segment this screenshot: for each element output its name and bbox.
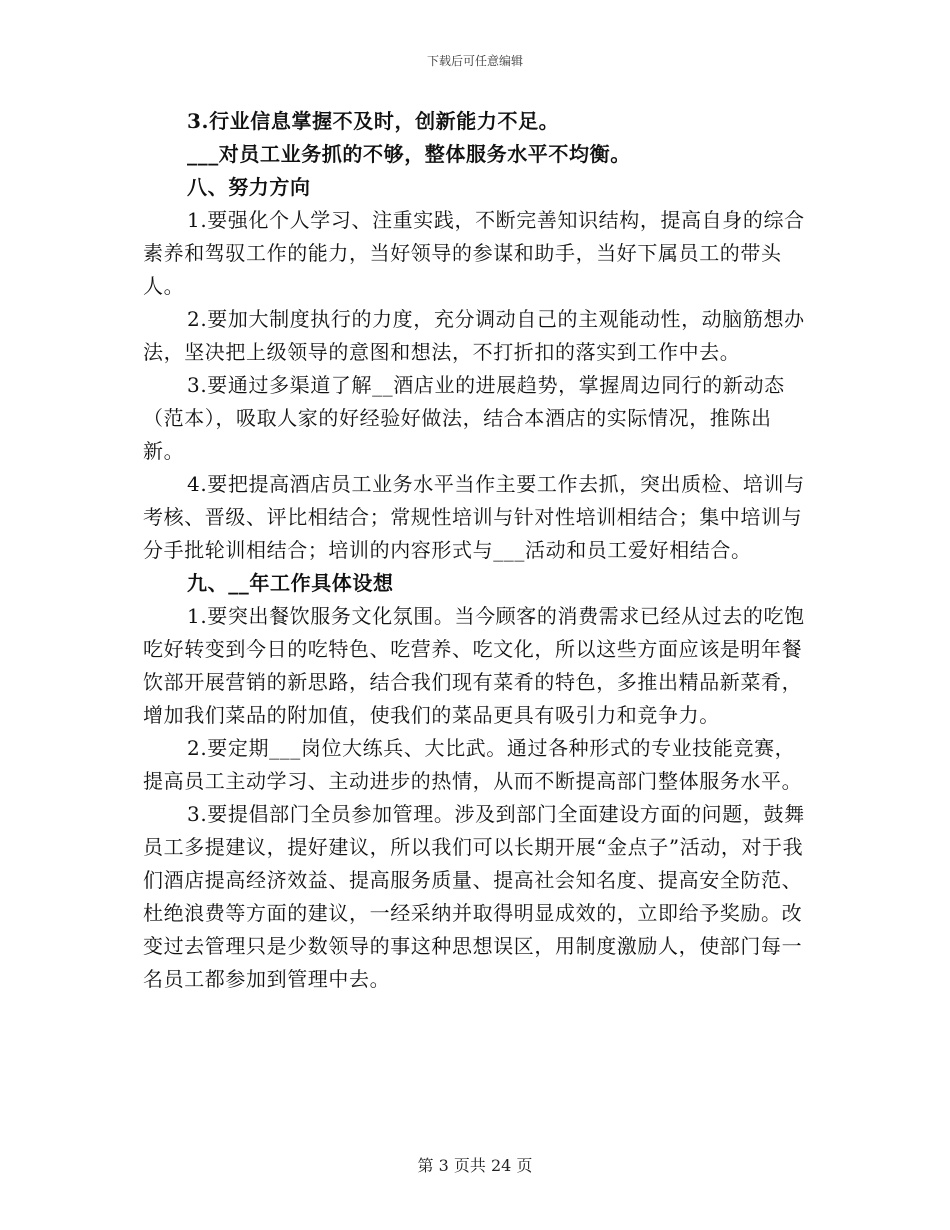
paragraph-plan-3: 3.要提倡部门全员参加管理。涉及到部门全面建设方面的问题，鼓舞员工多提建议，提好建议，所以我们可以长期开展“金点子”活动，对于我们酒店提高经济效益、提高服务质量、提高社会知名度、提高安全防范、杜绝浪费等方面的建议，一经采纳并取得明显成效的，立即给予奖励。改变过去管理只是少数领导的事这种思想误区，用制度激励人，使部门每一名员工都参加到管理中去。	[143, 802, 805, 991]
page-number: 第 3 页共 24 页	[417, 1156, 533, 1175]
document-body	[143, 105, 808, 996]
paragraph-direction-1: 1.要强化个人学习、注重实践，不断完善知识结构，提高自身的综合素养和驾驭工作的能力，当好领导的参谋和助手，当好下属员工的带头人。	[143, 208, 805, 298]
section-heading-9: 九、__年工作具体设想	[187, 571, 394, 595]
paragraph-plan-2: 2.要定期___岗位大练兵、大比武。通过各种形式的专业技能竞赛，提高员工主动学习、主动进步的热情，从而不断提高部门整体服务水平。	[143, 736, 803, 793]
paragraph-plan-1: 1.要突出餐饮服务文化氛围。当今顾客的消费需求已经从过去的吃饱吃好转变到今日的吃特色、吃营养、吃文化，所以这些方面应该是明年餐饮部开展营销的新思路，结合我们现有菜肴的特色，多推出精品新菜肴，增加我们菜品的附加值，使我们的菜品更具有吸引力和竞争力。	[143, 604, 805, 727]
paragraph-issue-4: ___对员工业务抓的不够，整体服务水平不均衡。	[187, 142, 631, 166]
paragraph-issue-3: 3.行业信息掌握不及时，创新能力不足。	[187, 109, 560, 133]
paragraph-direction-4: 4.要把提高酒店员工业务水平当作主要工作去抓，突出质检、培训与考核、晋级、评比相结合；常规性培训与针对性培训相结合；集中培训与分手批轮训相结合；培训的内容形式与___活动和员工爱好相结合。	[143, 472, 805, 562]
paragraph-direction-3: 3.要通过多渠道了解__酒店业的进展趋势，掌握周边同行的新动态（范本），吸取人家的好经验好做法，结合本酒店的实际情况，推陈出新。	[143, 373, 785, 463]
paragraph-direction-2: 2.要加大制度执行的力度，充分调动自己的主观能动性，动脑筋想办法，坚决把上级领导的意图和想法，不打折扣的落实到工作中去。	[143, 307, 805, 364]
section-heading-8: 八、努力方向	[187, 175, 311, 199]
page-header: 下载后可任意编辑	[426, 54, 523, 68]
